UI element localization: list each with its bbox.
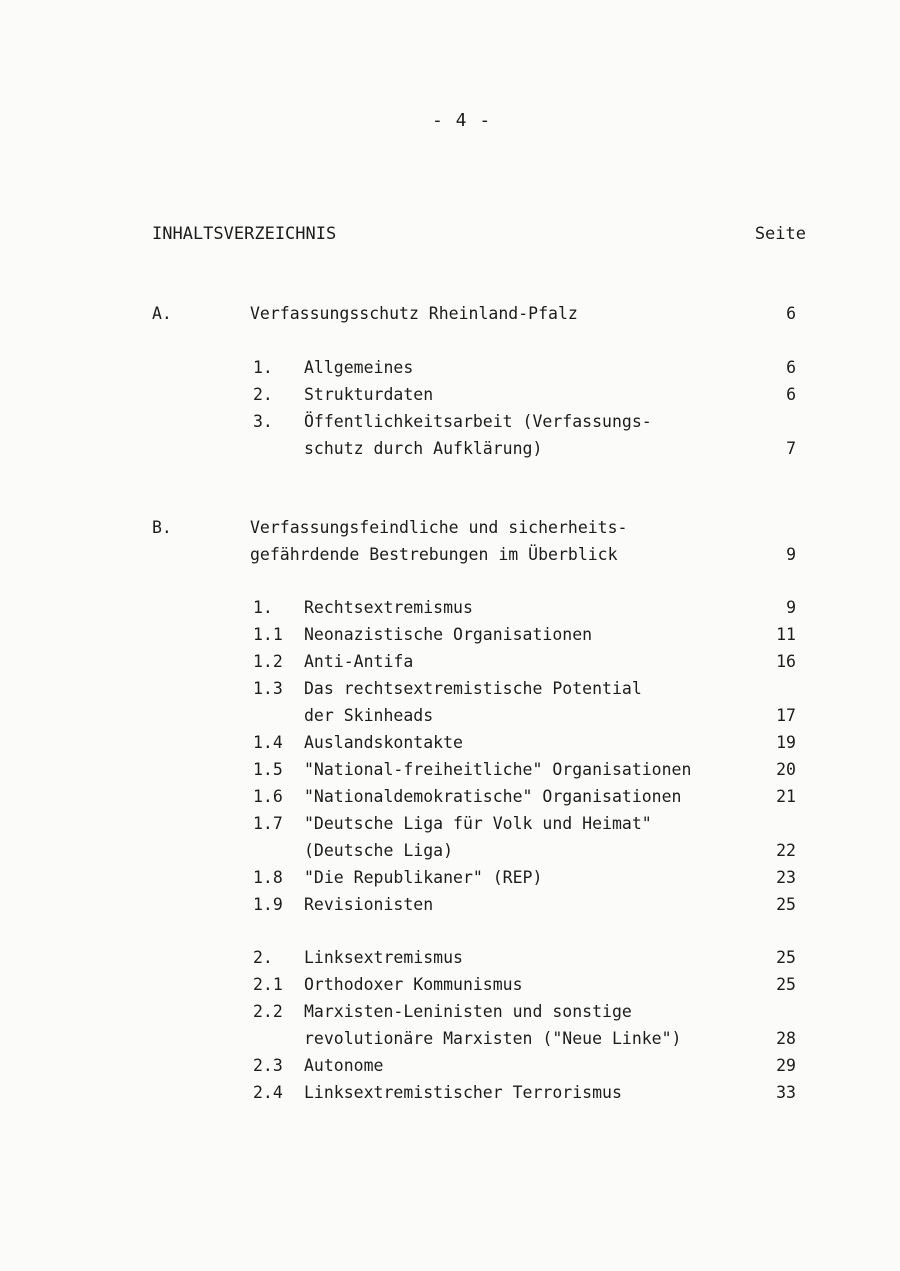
toc-entry-title: "Deutsche Liga für Volk und Heimat": [304, 814, 652, 833]
toc-entry-line: [0, 625, 900, 647]
toc-entry-number: 2.3: [253, 1056, 283, 1075]
toc-entry-title: Autonome: [304, 1056, 384, 1075]
toc-entry-number: 1.2: [253, 652, 283, 671]
toc-entry-title: Marxisten-Leninisten und sonstige: [304, 1002, 632, 1021]
toc-entry-line: [0, 760, 900, 782]
toc-entry-title: "Die Republikaner" (REP): [304, 868, 543, 887]
toc-title: INHALTSVERZEICHNIS: [152, 224, 337, 244]
toc-entry-page: 29: [776, 1056, 796, 1075]
toc-entry-page: 28: [776, 1029, 796, 1048]
toc-entry-number: 2.2: [253, 1002, 283, 1021]
toc-entry-line: [0, 358, 900, 380]
toc-entry-number: 3.: [253, 412, 273, 431]
toc-entry-number: A.: [152, 304, 172, 323]
toc-entry-page: 33: [776, 1083, 796, 1102]
toc-entry-line: [0, 545, 900, 567]
toc-entry-title: Das rechtsextremistische Potential: [304, 679, 642, 698]
toc-entry-line: [0, 1002, 900, 1024]
toc-entry-line: [0, 1083, 900, 1105]
toc-entry-title: schutz durch Aufklärung): [304, 439, 543, 458]
toc-entry-title: Öffentlichkeitsarbeit (Verfassungs-: [304, 412, 652, 431]
toc-entry-title: Revisionisten: [304, 895, 434, 914]
toc-entry-number: 1.4: [253, 733, 283, 752]
toc-entry-number: 1.: [253, 358, 273, 377]
toc-entry-number: 1.9: [253, 895, 283, 914]
toc-entry-line: [0, 679, 900, 701]
toc-entry-title: Linksextremismus: [304, 948, 463, 967]
toc-entry-line: [0, 787, 900, 809]
page-column-header: Seite: [754, 224, 806, 244]
toc-entry-line: [0, 304, 900, 326]
toc-entry-line: [0, 841, 900, 863]
toc-entry-page: 6: [786, 358, 796, 377]
toc-entry-title: Verfassungsfeindliche und sicherheits-: [250, 518, 628, 537]
toc-entry-page: 6: [786, 304, 796, 323]
toc-entry-line: [0, 814, 900, 836]
toc-entry-page: 6: [786, 385, 796, 404]
toc-entry-page: 9: [786, 545, 796, 564]
toc-entry-page: 23: [776, 868, 796, 887]
toc-entry-line: [0, 706, 900, 728]
toc-entry-title: Anti-Antifa: [304, 652, 414, 671]
toc-entry-title: der Skinheads: [304, 706, 434, 725]
toc-entry-line: [0, 733, 900, 755]
toc-entry-title: Neonazistische Organisationen: [304, 625, 593, 644]
toc-entry-number: 1.3: [253, 679, 283, 698]
toc-entry-line: [0, 412, 900, 434]
toc-entry-title: Verfassungsschutz Rheinland-Pfalz: [250, 304, 578, 323]
toc-entry-title: Auslandskontakte: [304, 733, 463, 752]
toc-entry-line: [0, 1056, 900, 1078]
toc-entry-title: Allgemeines: [304, 358, 414, 377]
toc-entry-page: 20: [776, 760, 796, 779]
toc-entry-line: [0, 895, 900, 917]
toc-entry-page: 16: [776, 652, 796, 671]
toc-entry-page: 17: [776, 706, 796, 725]
toc-entry-title: revolutionäre Marxisten ("Neue Linke"): [304, 1029, 682, 1048]
toc-entry-line: [0, 439, 900, 461]
toc-entry-page: 25: [776, 948, 796, 967]
toc-entry-number: 2.1: [253, 975, 283, 994]
toc-entry-title: Linksextremistischer Terrorismus: [304, 1083, 622, 1102]
toc-entry-line: [0, 868, 900, 890]
toc-entry-line: [0, 948, 900, 970]
toc-entry-line: [0, 1029, 900, 1051]
toc-entry-title: Strukturdaten: [304, 385, 434, 404]
toc-entry-number: 1.1: [253, 625, 283, 644]
page-number: - 4 -: [432, 110, 492, 131]
toc-entry-title: (Deutsche Liga): [304, 841, 454, 860]
toc-entry-line: [0, 518, 900, 540]
toc-entry-page: 19: [776, 733, 796, 752]
toc-entry-number: 2.: [253, 385, 273, 404]
toc-entry-number: 2.: [253, 948, 273, 967]
toc-entry-page: 7: [786, 439, 796, 458]
toc-entry-title: "Nationaldemokratische" Organisationen: [304, 787, 682, 806]
toc-entry-number: 2.4: [253, 1083, 283, 1102]
toc-entry-page: 21: [776, 787, 796, 806]
toc-entry-title: Rechtsextremismus: [304, 598, 473, 617]
toc-entry-title: Orthodoxer Kommunismus: [304, 975, 523, 994]
toc-entry-page: 9: [786, 598, 796, 617]
toc-entry-page: 22: [776, 841, 796, 860]
toc-entry-title: "National-freiheitliche" Organisationen: [304, 760, 692, 779]
toc-entry-page: 25: [776, 895, 796, 914]
toc-entry-number: 1.6: [253, 787, 283, 806]
toc-entry-page: 25: [776, 975, 796, 994]
toc-entry-line: [0, 652, 900, 674]
toc-entry-page: 11: [776, 625, 796, 644]
toc-entry-number: 1.: [253, 598, 273, 617]
toc-entry-number: 1.5: [253, 760, 283, 779]
toc-entry-line: [0, 385, 900, 407]
toc-entry-title: gefährdende Bestrebungen im Überblick: [250, 545, 618, 564]
toc-entry-line: [0, 975, 900, 997]
toc-entry-line: [0, 598, 900, 620]
toc-entry-number: 1.7: [253, 814, 283, 833]
toc-entry-number: B.: [152, 518, 172, 537]
toc-entry-number: 1.8: [253, 868, 283, 887]
